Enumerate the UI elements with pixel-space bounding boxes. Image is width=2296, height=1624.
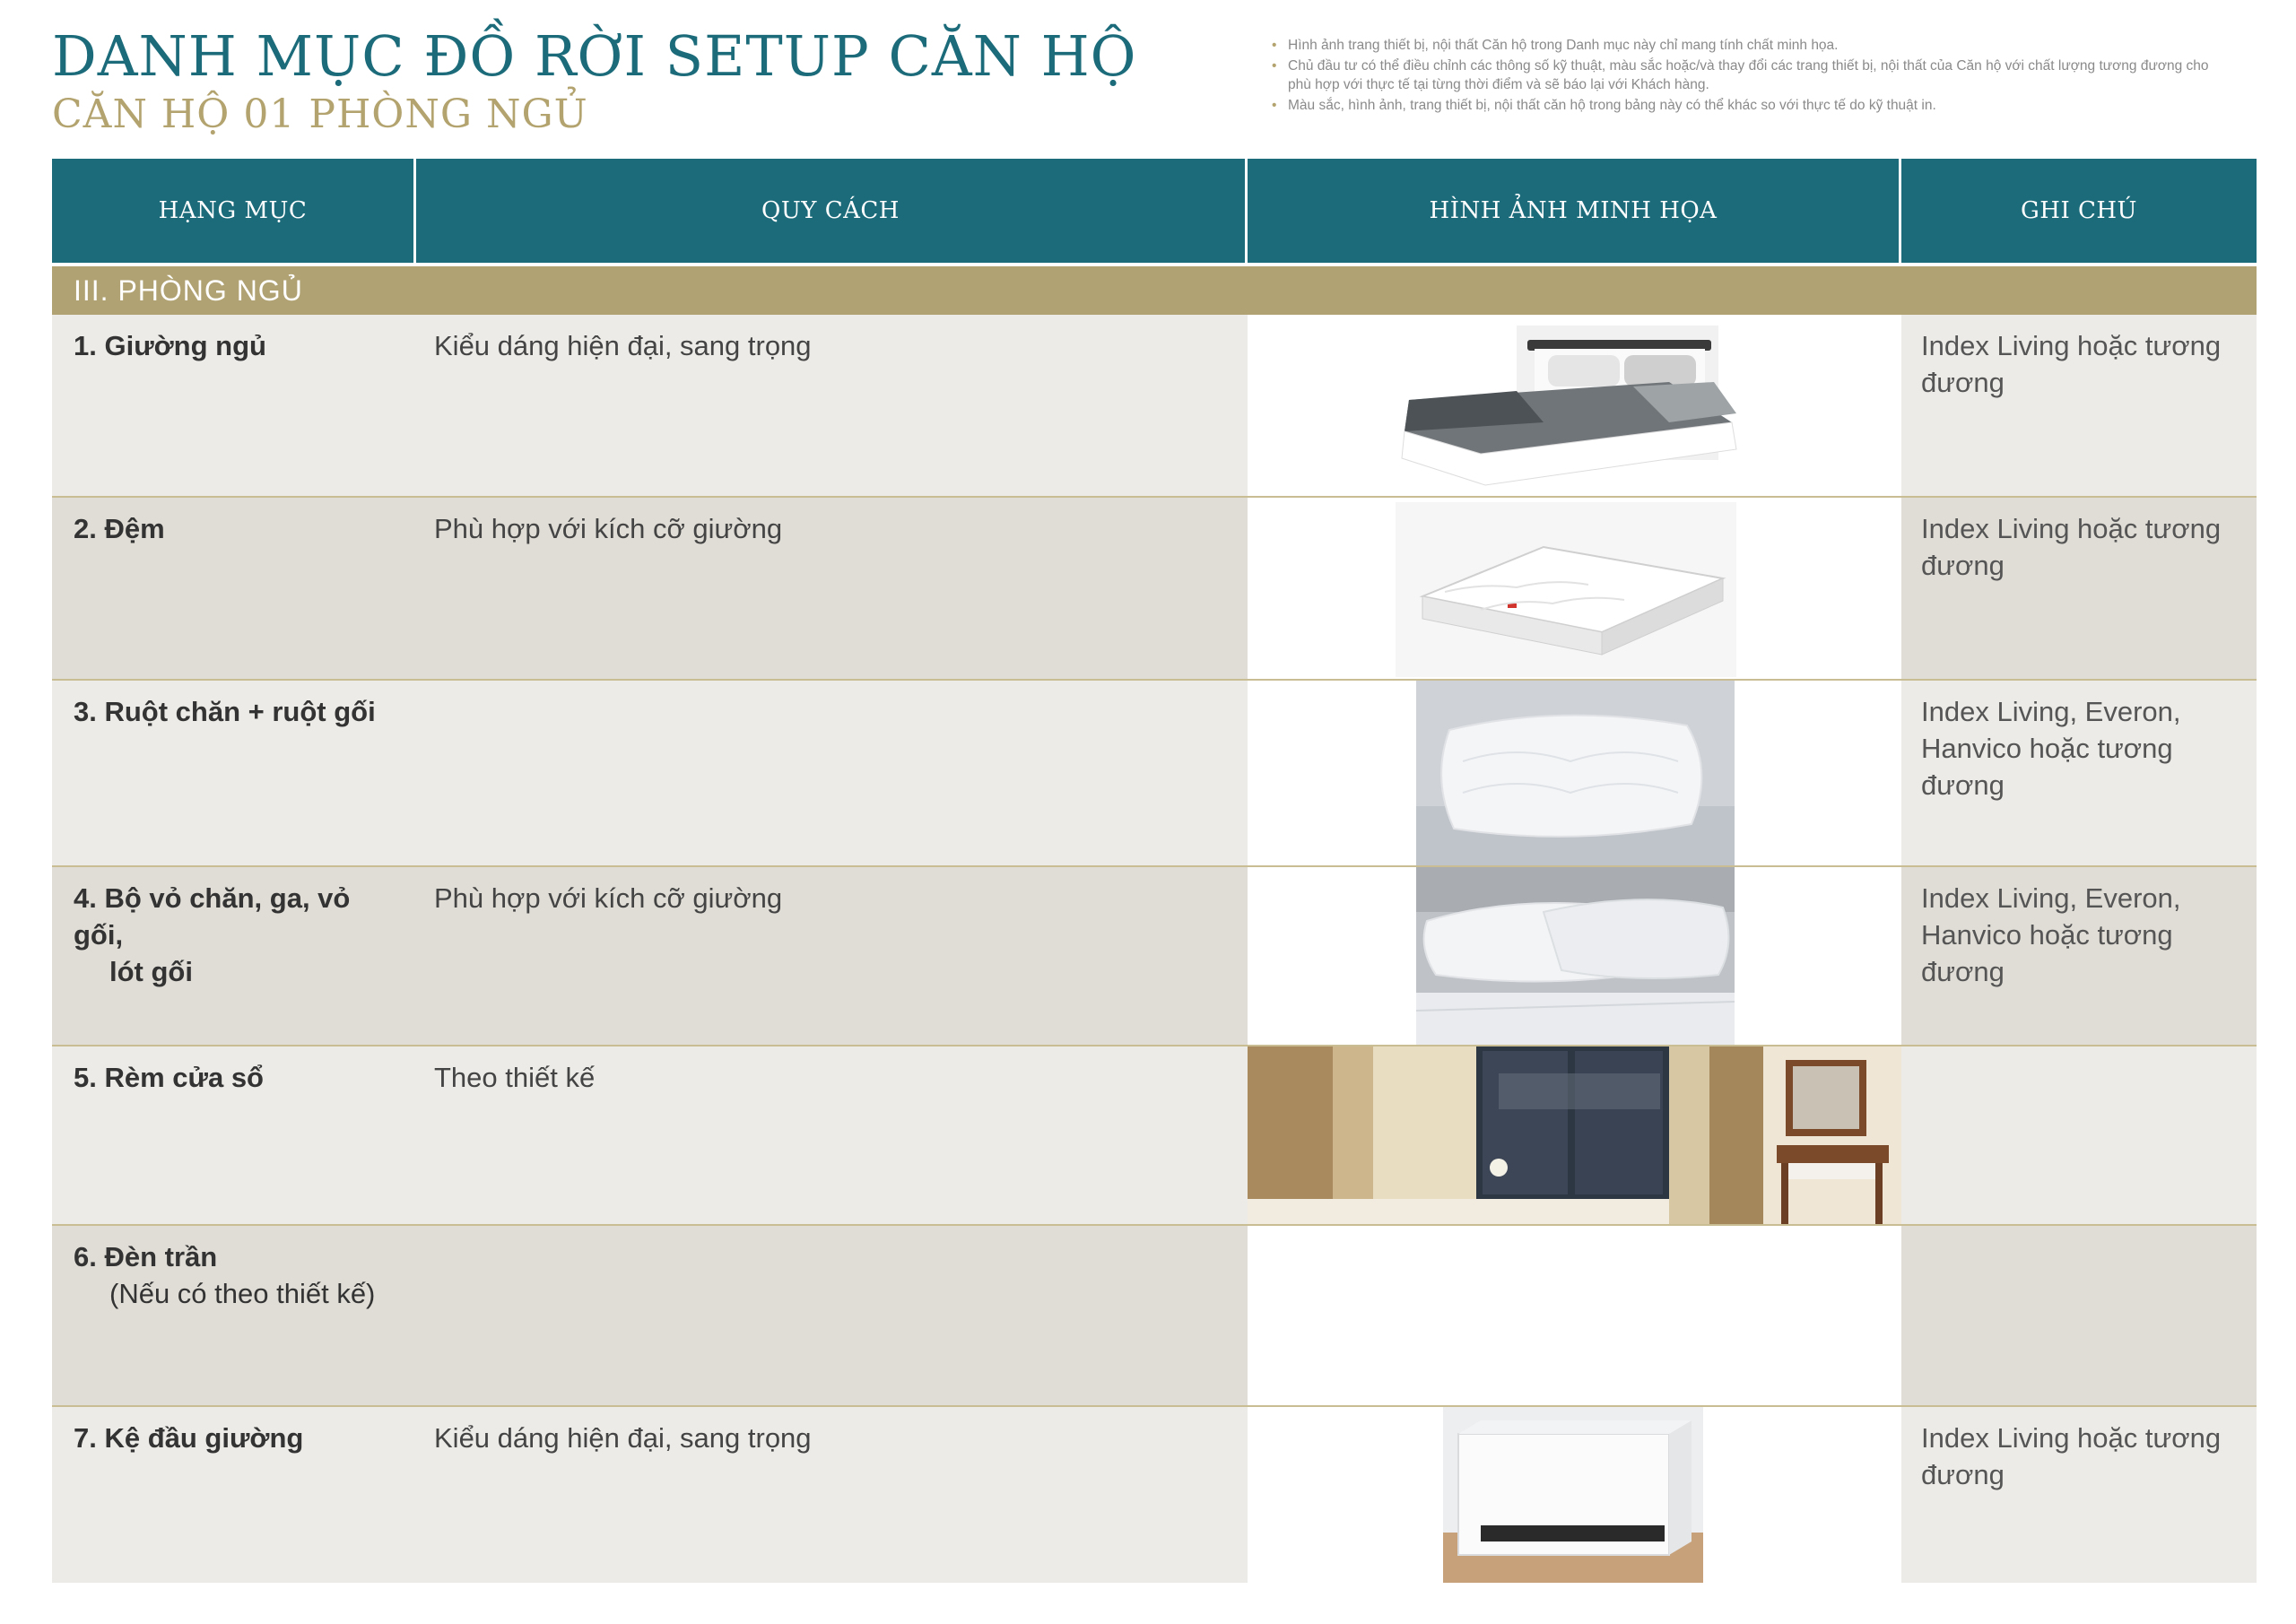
section-title: III. PHÒNG NGỦ — [52, 266, 2257, 315]
pillow-illustration — [1248, 681, 1901, 865]
item-note — [1901, 1046, 2257, 1224]
item-spec: Phù hợp với kích cỡ giường — [416, 867, 1248, 1045]
item-name — [52, 1407, 416, 1583]
note-item: • Màu sắc, hình ảnh, trang thiết bị, nội thất căn hộ trong bảng này có thể khác so với thực tế do kỹ thuật in. — [1272, 96, 2213, 115]
image-placeholder — [1248, 1226, 1901, 1405]
table-row — [52, 1407, 2257, 1583]
curtain-illustration — [1248, 1046, 1901, 1224]
table-row — [52, 867, 2257, 1046]
pillow-image — [1248, 681, 1901, 865]
mattress-image — [1248, 498, 1901, 679]
note-item: • Hình ảnh trang thiết bị, nội thất Căn hộ trong Danh mục này chỉ mang tính chất minh họa. — [1272, 36, 2213, 55]
item-name-text: 6. Đèn trần — [74, 1241, 218, 1272]
table-row — [52, 681, 2257, 867]
table-row — [52, 1226, 2257, 1407]
item-note: Index Living, Everon, Hanvico hoặc tương đương — [1901, 867, 2257, 1045]
item-spec: Theo thiết kế — [416, 1046, 1248, 1224]
item-name — [52, 315, 416, 496]
table-row — [52, 1046, 2257, 1226]
furniture-table — [52, 159, 2257, 1583]
item-spec: Phù hợp với kích cỡ giường — [416, 498, 1248, 679]
nightstand-illustration — [1248, 1407, 1901, 1583]
bed-illustration — [1248, 315, 1901, 496]
item-name-note: (Nếu có theo thiết kế) — [109, 1278, 376, 1309]
column-header-note: GHI CHÚ — [2021, 197, 2137, 224]
table-row — [52, 498, 2257, 681]
note-item: • Chủ đầu tư có thể điều chỉnh các thông số kỹ thuật, màu sắc hoặc/và thay đổi các trang thiết bị, nội thất của Căn hộ với chất lượng tương đương cho phù hợp với thực tế tại từng thời điểm và sẽ báo lại với Khách hàng. — [1272, 56, 2213, 94]
item-note — [1901, 1226, 2257, 1405]
column-header-spec: QUY CÁCH — [416, 159, 1248, 263]
item-note: Index Living hoặc tương đương — [1901, 1407, 2257, 1583]
item-note: Index Living hoặc tương đương — [1901, 498, 2257, 679]
item-name-text: 7. Kệ đầu giường — [74, 1422, 304, 1454]
item-name-text: 3. Ruột chăn + ruột gối — [74, 696, 376, 727]
item-name-text: 4. Bộ vỏ chăn, ga, vỏ gối, — [74, 882, 351, 951]
mattress-illustration — [1248, 498, 1901, 679]
column-header-category: HẠNG MỤC — [52, 159, 416, 263]
item-spec: Kiểu dáng hiện đại, sang trọng — [416, 1407, 1248, 1583]
item-spec — [416, 1226, 1248, 1405]
item-name — [52, 1046, 416, 1224]
item-name — [52, 681, 416, 865]
column-header-image: HÌNH ẢNH MINH HỌA — [1248, 159, 1901, 263]
item-spec — [416, 681, 1248, 865]
item-name-text: 5. Rèm cửa sổ — [74, 1062, 264, 1093]
item-name — [52, 498, 416, 679]
item-note: Index Living hoặc tương đương — [1901, 315, 2257, 496]
item-name — [52, 1226, 416, 1405]
curtain-image — [1248, 1046, 1901, 1224]
table-header — [52, 159, 2257, 263]
item-name — [52, 867, 416, 1045]
nightstand-image — [1248, 1407, 1901, 1583]
disclaimer-notes — [1272, 36, 2213, 117]
item-note: Index Living, Everon, Hanvico hoặc tương đương — [1901, 681, 2257, 865]
page-title: DANH MỤC ĐỒ RỜI SETUP CĂN HỘ — [52, 23, 1137, 89]
bedding-illustration — [1248, 867, 1901, 1045]
table-row — [52, 315, 2257, 498]
bed-image — [1248, 315, 1901, 496]
item-name-text: 2. Đệm — [74, 513, 165, 544]
item-name-text: 1. Giường ngủ — [74, 330, 266, 361]
page-subtitle: CĂN HỘ 01 PHÒNG NGỦ — [52, 91, 588, 137]
item-spec: Kiểu dáng hiện đại, sang trọng — [416, 315, 1248, 496]
item-name-continuation: lót gối — [109, 956, 193, 987]
title-block — [52, 25, 1137, 140]
bedding-image — [1248, 867, 1901, 1045]
